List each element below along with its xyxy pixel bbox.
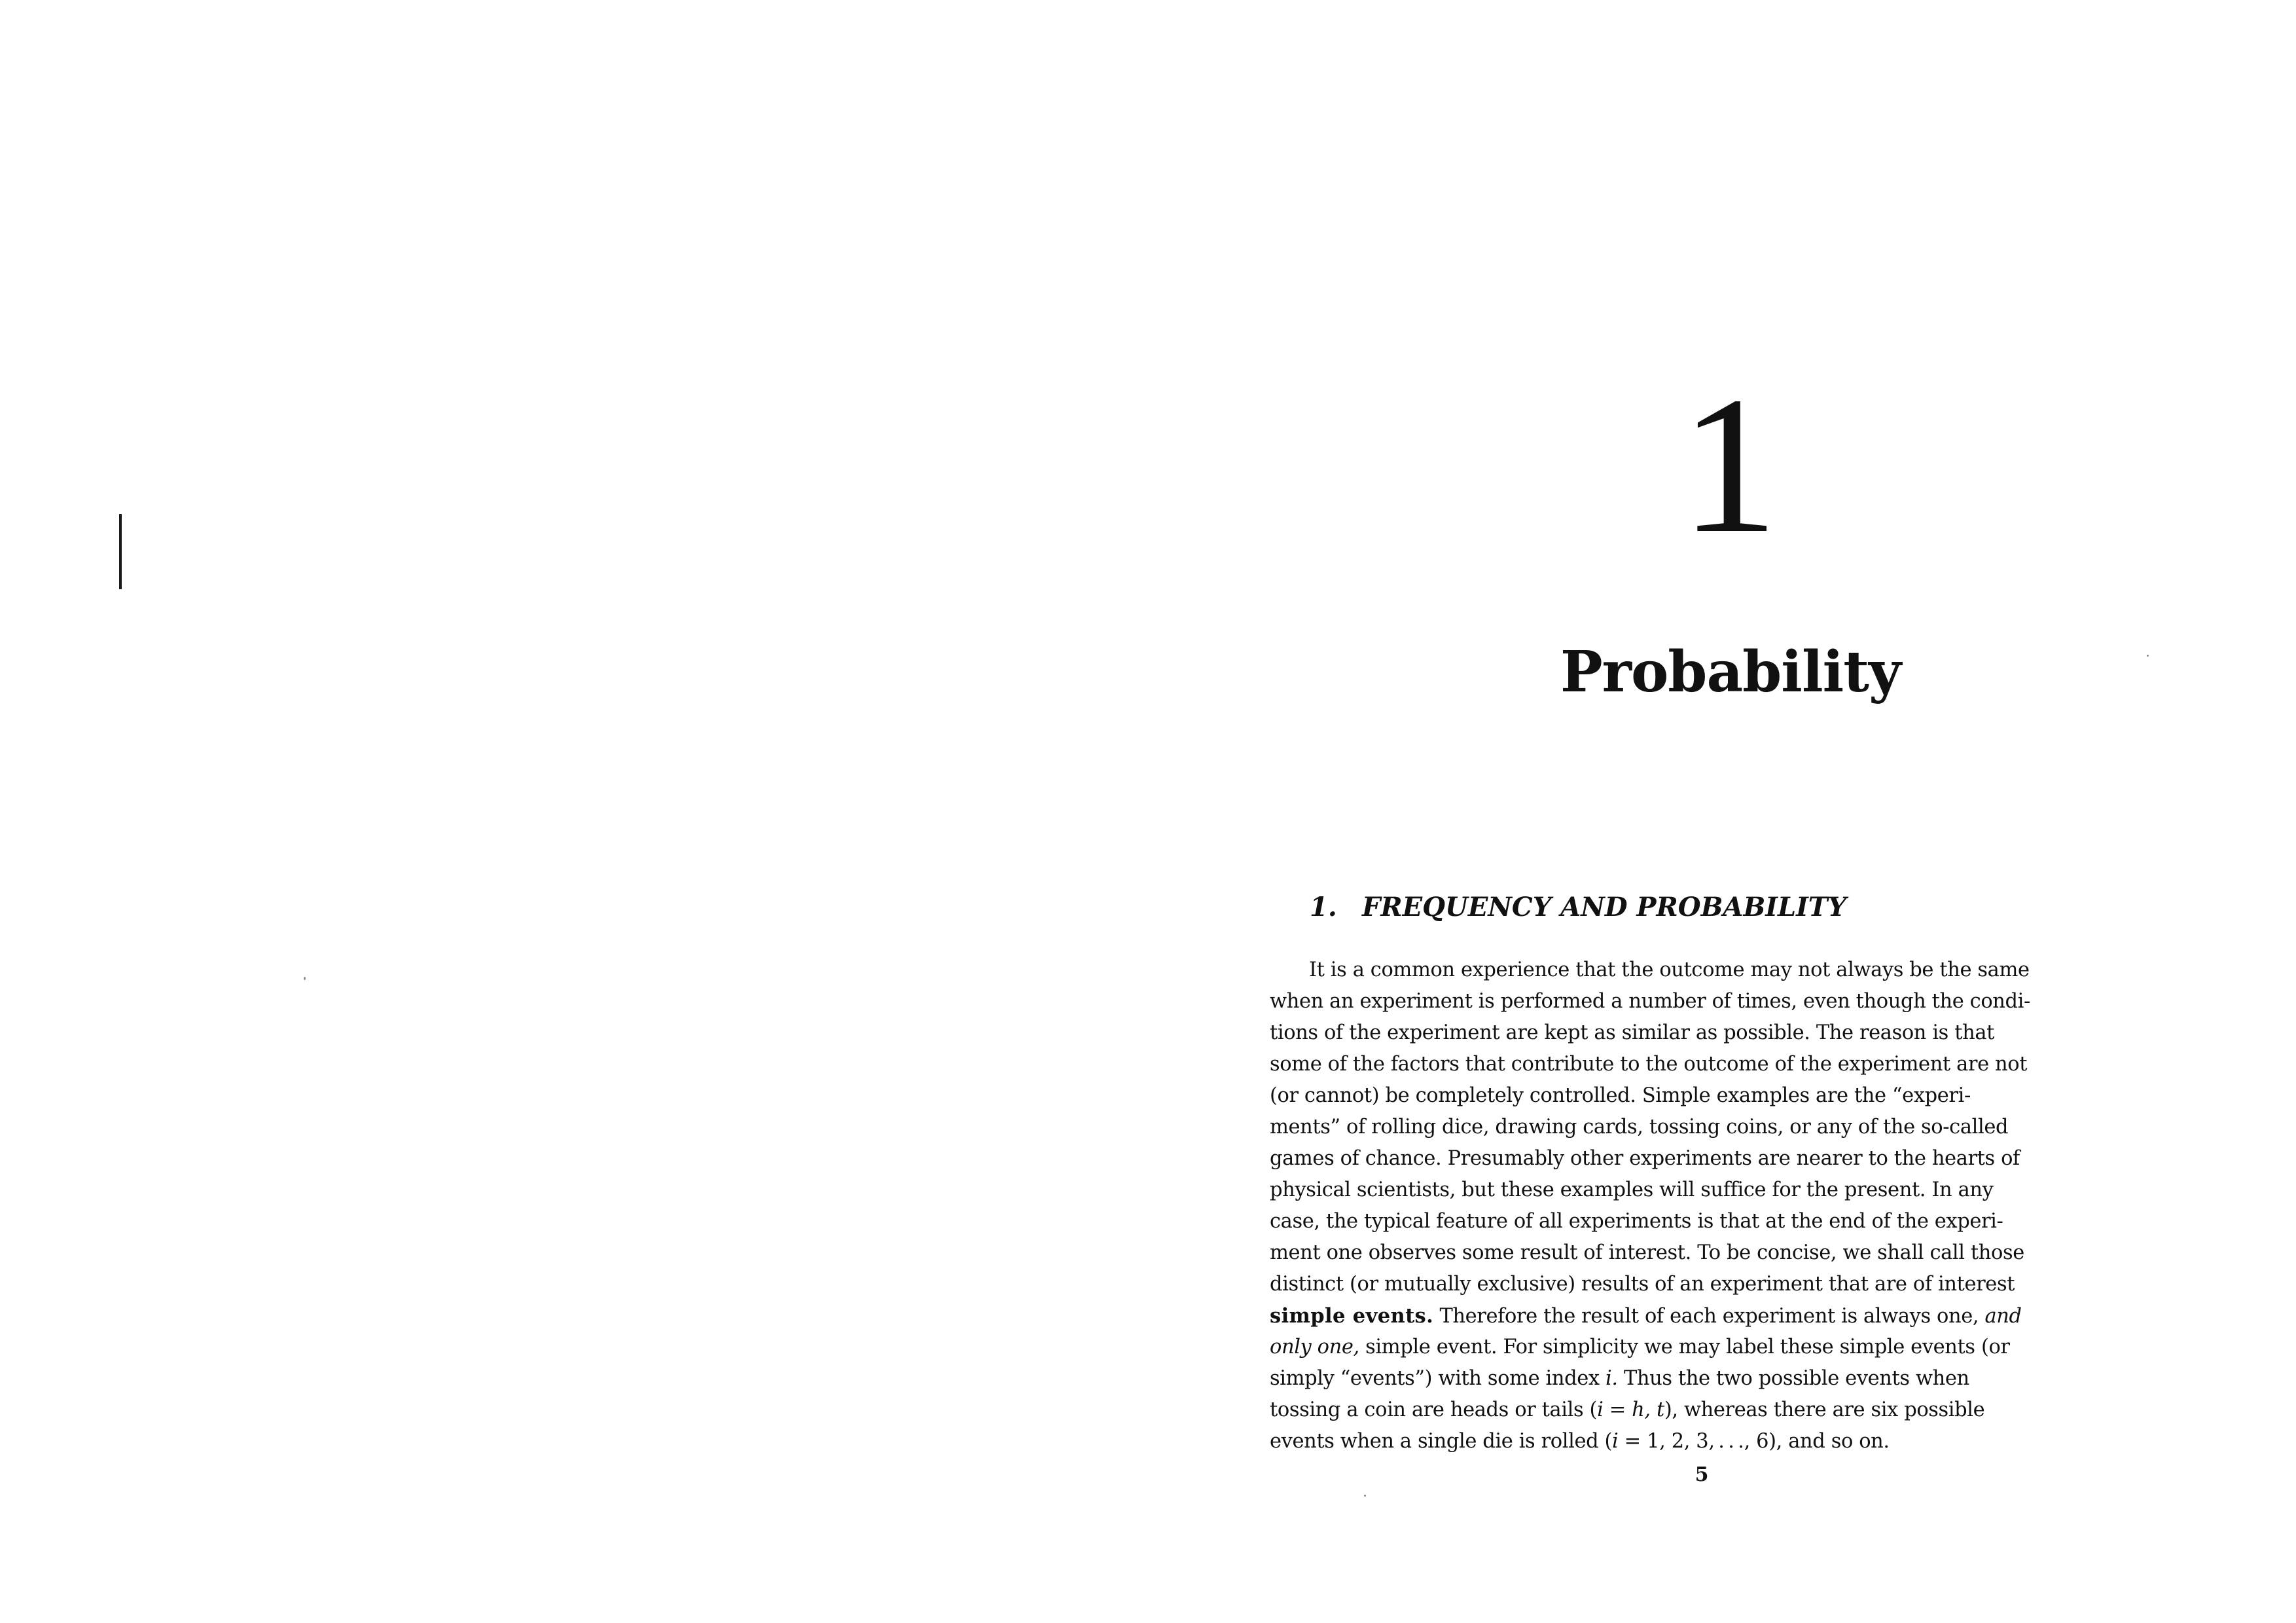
scan-speck: [304, 977, 306, 980]
paragraph-line: games of chance. Presumably other experiments are nearer to the hearts of: [1270, 1147, 2020, 1170]
scan-speck: [1364, 1495, 1366, 1497]
paragraph-line: distinct (or mutually exclusive) results of an experiment that are of interest: [1270, 1273, 2015, 1296]
scan-speck: [2147, 655, 2149, 657]
section-title: FREQUENCY AND PROBABILITY: [1362, 892, 1847, 922]
paragraph-line: case, the typical feature of all experiments is that at the end of the experi-: [1270, 1210, 2003, 1233]
emphasis-text: and: [1984, 1305, 2022, 1328]
index-variable: i: [1612, 1430, 1619, 1453]
paragraph-line: tions of the experiment are kept as similar as possible. The reason is that: [1270, 1021, 1994, 1044]
paragraph-text: simple event. For simplicity we may label these simple events (or: [1359, 1336, 2010, 1359]
paragraph-line: [1270, 1363, 1969, 1395]
paragraph-text: simply “events”) with some index: [1270, 1367, 1605, 1390]
index-variable: i.: [1605, 1367, 1618, 1390]
math-expression: i = h, t: [1597, 1398, 1664, 1421]
emphasis-text: only one,: [1270, 1336, 1359, 1359]
paragraph-text: tossing a coin are heads or tails (: [1270, 1398, 1598, 1421]
paragraph-line: It is a common experience that the outcome may not always be the same: [1309, 958, 2030, 981]
paragraph-line: (or cannot) be completely controlled. Simple examples are the “experi-: [1270, 1084, 1971, 1107]
paragraph-line: [1270, 1426, 1939, 1457]
paragraph-line: [1270, 1332, 2010, 1363]
chapter-title: Probability: [1560, 639, 1901, 705]
section-heading: [1310, 889, 1964, 926]
chapter-number: 1: [1680, 356, 1778, 574]
paragraph-line: ments” of rolling dice, drawing cards, tossing coins, or any of the so-called: [1270, 1116, 2009, 1139]
paragraph-line: some of the factors that contribute to the outcome of the experiment are not: [1270, 1053, 2028, 1076]
right-page: [1148, 0, 2296, 1623]
margin-mark: [119, 514, 122, 589]
section-number: 1.: [1310, 892, 1337, 922]
paragraph-line: ment one observes some result of interest. To be concise, we shall call those: [1270, 1241, 2024, 1264]
body-paragraph: [1270, 955, 2030, 1457]
paragraph-text: events when a single die is rolled (: [1270, 1430, 1613, 1453]
term-simple-events: simple events.: [1270, 1304, 1434, 1328]
paragraph-text: Thus the two possible events when: [1617, 1367, 1969, 1390]
paragraph-text: ), whereas there are six possible: [1664, 1398, 1985, 1421]
paragraph-line: [1270, 1395, 1985, 1426]
paragraph-line: physical scientists, but these examples will suffice for the present. In any: [1270, 1178, 1994, 1201]
paragraph-text: = 1, 2, 3, . . ., 6), and so on.: [1618, 1430, 1890, 1453]
paragraph-line: [1270, 1300, 2022, 1332]
page-number: 5: [1695, 1463, 1709, 1486]
paragraph-line: when an experiment is performed a number of times, even though the condi-: [1270, 990, 2030, 1013]
paragraph-text: Therefore the result of each experiment is always one,: [1433, 1305, 1985, 1328]
